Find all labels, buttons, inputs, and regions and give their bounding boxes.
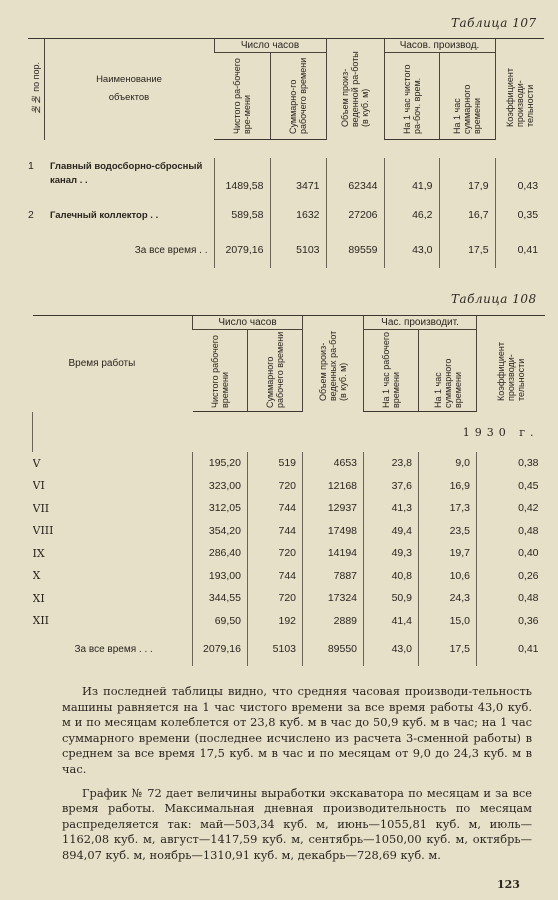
paragraph-1: Из последней таблицы видно, что средняя часовая производи-тельность машины равняется на 1 час чистого времени за все время работы 43,0 куб. м и по месяцам колеблется от 23,8 куб. м в час до 50,9 куб. м в час; на 1 час суммарного времени (последнее исчислено из расчета 3-сменной работы) в среднем за все время 17,5 куб. м в час и по месяцам от 9,0 до 24,3 куб. м в час.	[62, 684, 532, 776]
table-row: VI 323,00 720 12168 37,6 16,9 0,45	[33, 475, 545, 498]
header-volume: Объем произ-веденных ра-бот (в куб. м)	[303, 316, 364, 412]
table-row: VII 312,05 744 12937 41,3 17,3 0,42	[33, 497, 545, 520]
total-row: За все время . . 2079,16 5103 89559 43,0 17,5 0,41	[28, 232, 544, 268]
table-row: XI 344,55 720 17324 50,9 24,3 0,48	[33, 587, 545, 610]
header-per-total: На 1 час суммарного времени	[419, 330, 477, 412]
header-per-pure: На 1 час рабочего времени	[364, 330, 419, 412]
header-coef: Коэффициент производи-тельности	[477, 316, 545, 412]
table-row: V 195,20 519 4653 23,8 9,0 0,38	[33, 452, 545, 475]
page-number: 123	[497, 878, 520, 891]
table-row: VIII 354,20 744 17498 49,4 23,5 0,48	[33, 520, 545, 543]
year-label: 1930 г.	[33, 412, 545, 453]
table-108	[32, 315, 545, 676]
table108-caption: Таблица 108	[451, 292, 537, 306]
total-row: За все время . . . 2079,16 5103 89550 43,0 17,5 0,41	[33, 632, 545, 666]
table-row: X 193,00 744 7887 40,8 10,6 0,26	[33, 565, 545, 588]
table-107	[28, 38, 544, 274]
header-group-prod: Час. производит.	[364, 316, 477, 330]
paragraph-2: График № 72 дает величины выработки экскаватора по месяцам и за все время работы. Максимальная дневная производительность по месяцам распределяется так: май—503,34 куб. м, июнь—1055,81 куб. м, июль—1162,08 куб. м, август—1417,59 куб. м, сентябрь—1050,00 куб. м, октябрь—894,07 куб. м, ноябрь—1310,91 куб. м, декабрь—728,69 куб. м.	[62, 785, 532, 862]
table-row: 1 Главный водосборно-сбросный канал . . 1489,58 3471 62344 41,9 17,9 0,43	[28, 158, 544, 198]
header-pure-time: Чистого рабочего времени	[193, 330, 248, 412]
header-time: Время работы	[33, 316, 193, 412]
table-row: 2 Галечный коллектор . . 589,58 1632 27206 46,2 16,7 0,35	[28, 198, 544, 232]
table-row: IX 286,40 720 14194 49,3 19,7 0,40	[33, 542, 545, 565]
header-total-time: Суммарно-го рабочего времени	[270, 53, 326, 140]
header-group-hours: Число часов	[214, 39, 326, 53]
header-group-hours: Число часов	[193, 316, 303, 330]
header-num: №№ по пор.	[28, 39, 44, 140]
header-name: Наименование объектов	[44, 39, 214, 140]
table107-caption: Таблица 107	[451, 16, 537, 30]
header-coef: Коэффициент производи-тельности	[495, 39, 544, 140]
header-per-total: На 1 час суммарного времени	[439, 53, 495, 140]
header-pure-time: Чистого ра-бочего вре-мени	[214, 53, 270, 140]
table-row: XII 69,50 192 2889 41,4 15,0 0,36	[33, 610, 545, 633]
header-total-time: Суммарного рабочего времени	[248, 330, 303, 412]
header-group-prod: Часов. производ.	[384, 39, 495, 53]
header-per-pure: На 1 час чистого ра-боч. врем.	[384, 53, 439, 140]
header-volume: Объем произ-веденной ра-боты (в куб. м)	[326, 39, 384, 140]
body-text	[62, 684, 532, 864]
